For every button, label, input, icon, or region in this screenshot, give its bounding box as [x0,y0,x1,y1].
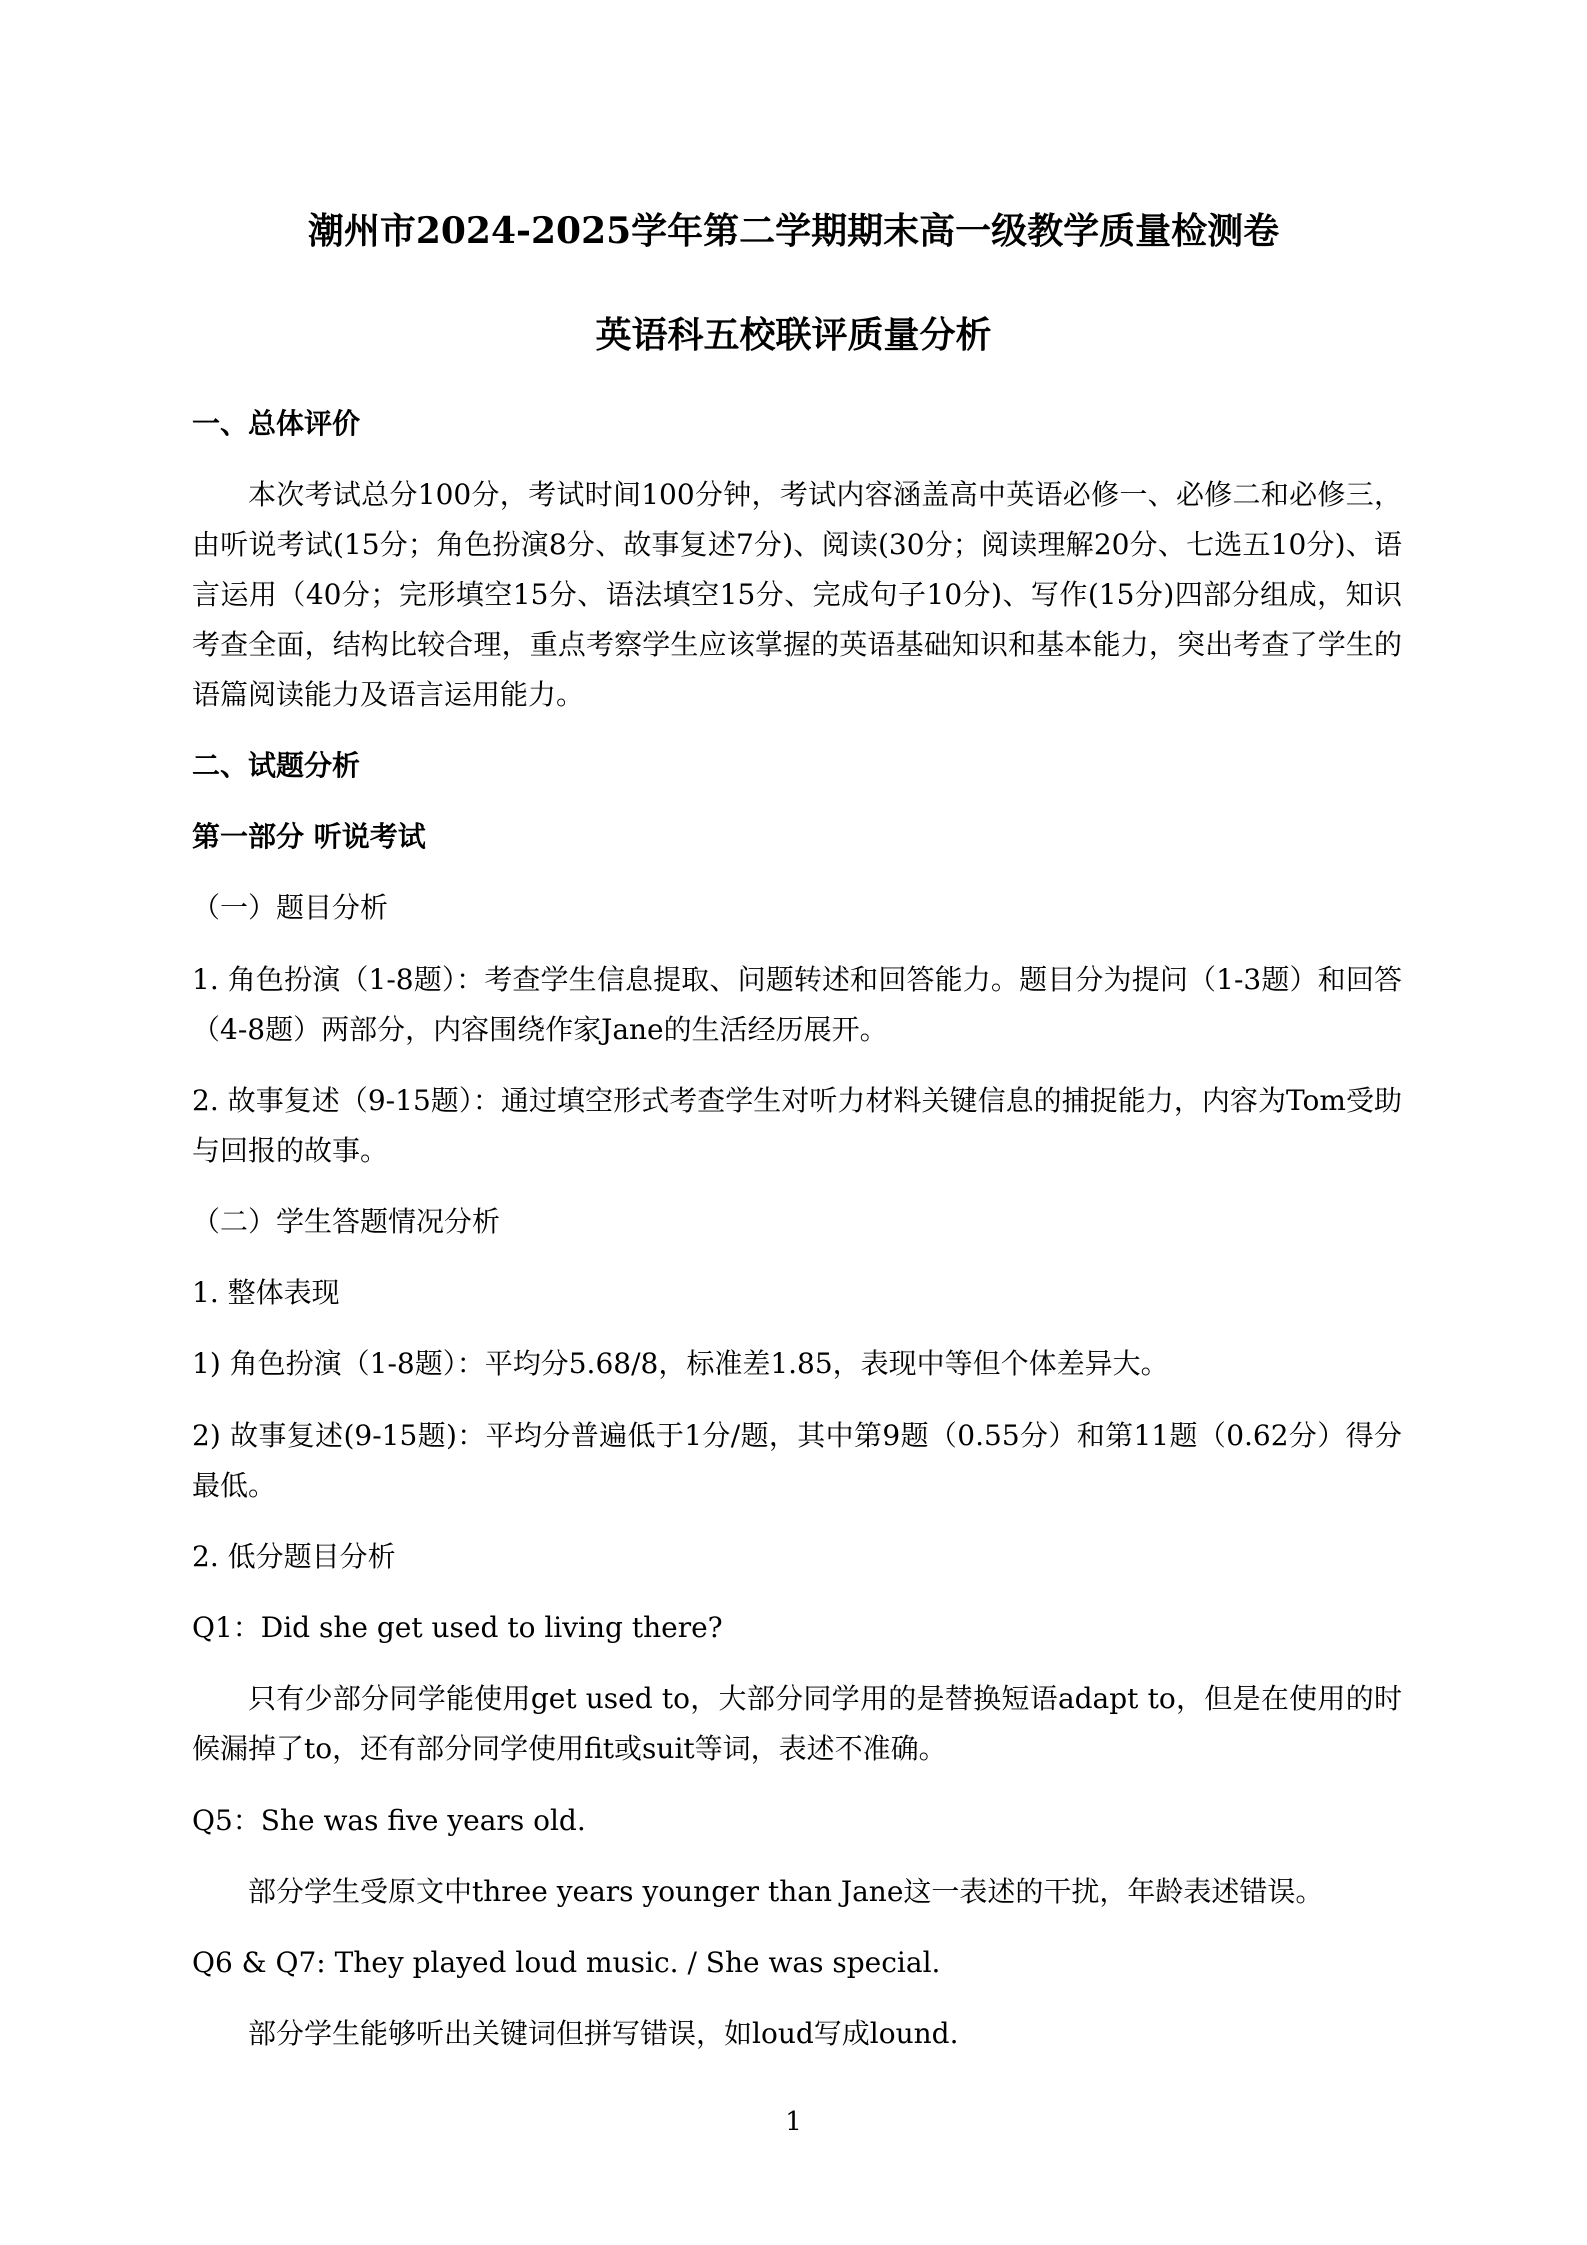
page-number: 1 [785,2107,802,2137]
analysis-q5: 部分学生受原文中three years younger than Jane这一表述的干扰，年龄表述错误。 [248,1875,1324,1908]
item-story-retelling: 2. 故事复述（9-15题）：通过填空形式考查学生对听力材料关键信息的捕捉能力，内容为Tom受助与回报的故事。 [192,1084,1402,1167]
section-heading-question-analysis: 二、试题分析 [192,749,361,782]
subsection-heading-student-performance: （二）学生答题情况分析 [192,1205,501,1238]
analysis-q1: 只有少部分同学能使用get used to，大部分同学用的是替换短语adapt to，但是在使用的时候漏掉了to，还有部分同学使用fit或suit等词，表述不准确。 [192,1682,1402,1765]
item-role-play: 1. 角色扮演（1-8题）：考查学生信息提取、问题转述和回答能力。题目分为提问（1-3题）和回答（4-8题）两部分，内容围绕作家Jane的生活经历展开。 [192,963,1402,1046]
heading-overall-performance: 1. 整体表现 [192,1276,340,1309]
document-subtitle: 英语科五校联评质量分析 [595,314,992,356]
question-q1: Q1：Did she get used to living there? [192,1611,723,1644]
overall-item-role-play: 1) 角色扮演（1-8题）：平均分5.68/8，标准差1.85，表现中等但个体差异大。 [192,1347,1169,1380]
section-heading-overall-evaluation: 一、总体评价 [192,407,361,440]
question-q5: Q5：She was five years old. [192,1804,586,1837]
analysis-q6-q7: 部分学生能够听出关键词但拼写错误，如loud写成lound. [248,2017,959,2050]
overall-evaluation-paragraph: 本次考试总分100分，考试时间100分钟，考试内容涵盖高中英语必修一、必修二和必修三，由听说考试(15分；角色扮演8分、故事复述7分)、阅读(30分；阅读理解20分、七选五10分)、语言运用（40分；完形填空15分、语法填空15分、完成句子10分)、写作(15分)四部分组成，知识考查全面，结构比较合理，重点考察学生应该掌握的英语基础知识和基本能力，突出考查了学生的语篇阅读能力及语言运用能力。 [192,478,1402,711]
document-title: 潮州市2024-2025学年第二学期期末高一级教学质量检测卷 [307,210,1280,252]
subsection-heading-question-analysis: （一）题目分析 [192,891,389,924]
question-q6-q7: Q6 & Q7: They played loud music. / She was special. [192,1946,941,1979]
part-heading-listening-speaking: 第一部分 听说考试 [192,820,426,853]
overall-item-story-retelling: 2) 故事复述(9-15题)：平均分普遍低于1分/题，其中第9题（0.55分）和第11题（0.62分）得分最低。 [192,1419,1402,1502]
heading-low-score-analysis: 2. 低分题目分析 [192,1540,396,1573]
